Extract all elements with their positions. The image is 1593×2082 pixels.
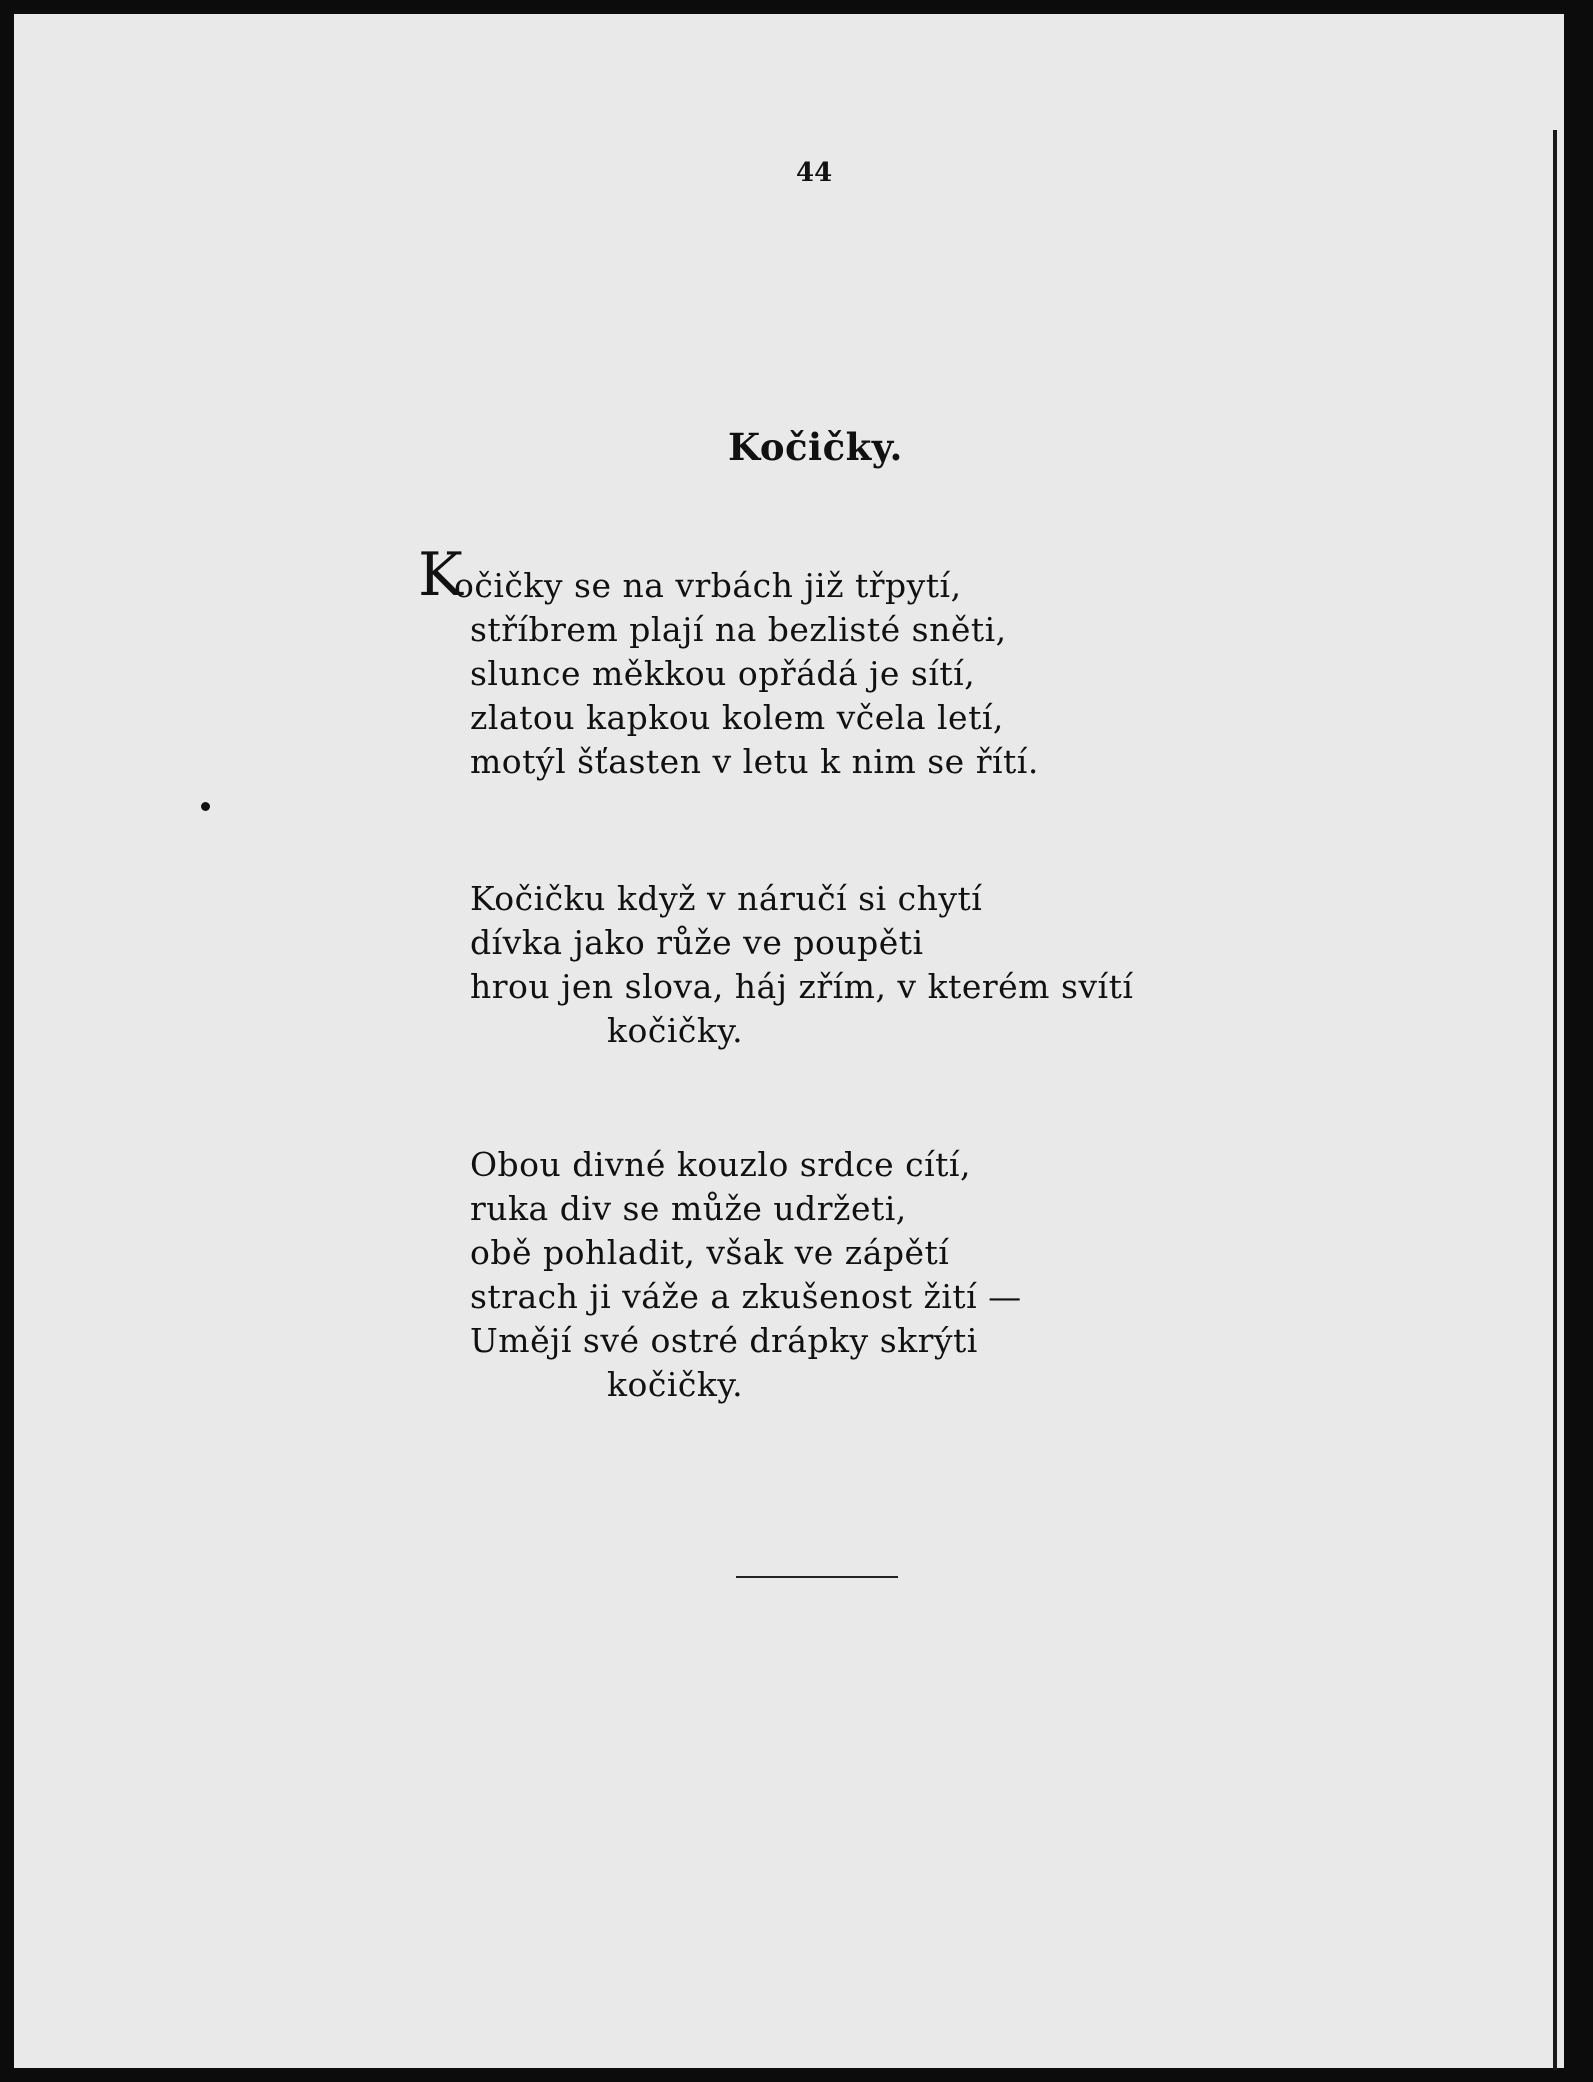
stanza-2 bbox=[470, 877, 1133, 1053]
stanza-1-line-5: motýl šťasten v letu k nim se řítí. bbox=[470, 742, 1039, 781]
closing-rule bbox=[736, 1576, 898, 1578]
stanza-3-line-4: strach ji váže a zkušenost žití — bbox=[470, 1277, 1022, 1316]
stanza-3-refrain: kočičky. bbox=[607, 1365, 744, 1404]
stanza-1 bbox=[470, 608, 1039, 784]
stanza-1-line-2: stříbrem plají na bezlisté sněti, bbox=[470, 610, 1007, 649]
page-number: 44 bbox=[796, 158, 833, 188]
poem-title: Kočičky. bbox=[728, 425, 903, 469]
stanza-2-line-1: Kočičku když v náručí si chytí bbox=[470, 879, 983, 918]
stanza-1-line-3: slunce měkkou opřádá je sítí, bbox=[470, 654, 976, 693]
ink-speck bbox=[201, 802, 210, 811]
stanza-3-line-3: obě pohladit, však ve zápětí bbox=[470, 1233, 950, 1272]
stanza-2-refrain: kočičky. bbox=[607, 1011, 744, 1050]
drop-cap: K bbox=[418, 540, 463, 610]
stanza-3 bbox=[470, 1143, 1022, 1407]
stanza-2-line-2: dívka jako růže ve poupěti bbox=[470, 923, 924, 962]
stanza-3-line-1: Obou divné kouzlo srdce cítí, bbox=[470, 1145, 971, 1184]
stanza-1-line-4: zlatou kapkou kolem včela letí, bbox=[470, 698, 1004, 737]
stanza-1-line-1: očičky se na vrbách již třpytí, bbox=[454, 566, 962, 605]
stanza-3-line-2: ruka div se může udržeti, bbox=[470, 1189, 907, 1228]
stanza-3-line-5: Umějí své ostré drápky skrýti bbox=[470, 1321, 978, 1360]
page-edge-shadow bbox=[1553, 130, 1557, 2070]
stanza-2-line-3: hrou jen slova, háj zřím, v kterém svítí bbox=[470, 967, 1134, 1006]
